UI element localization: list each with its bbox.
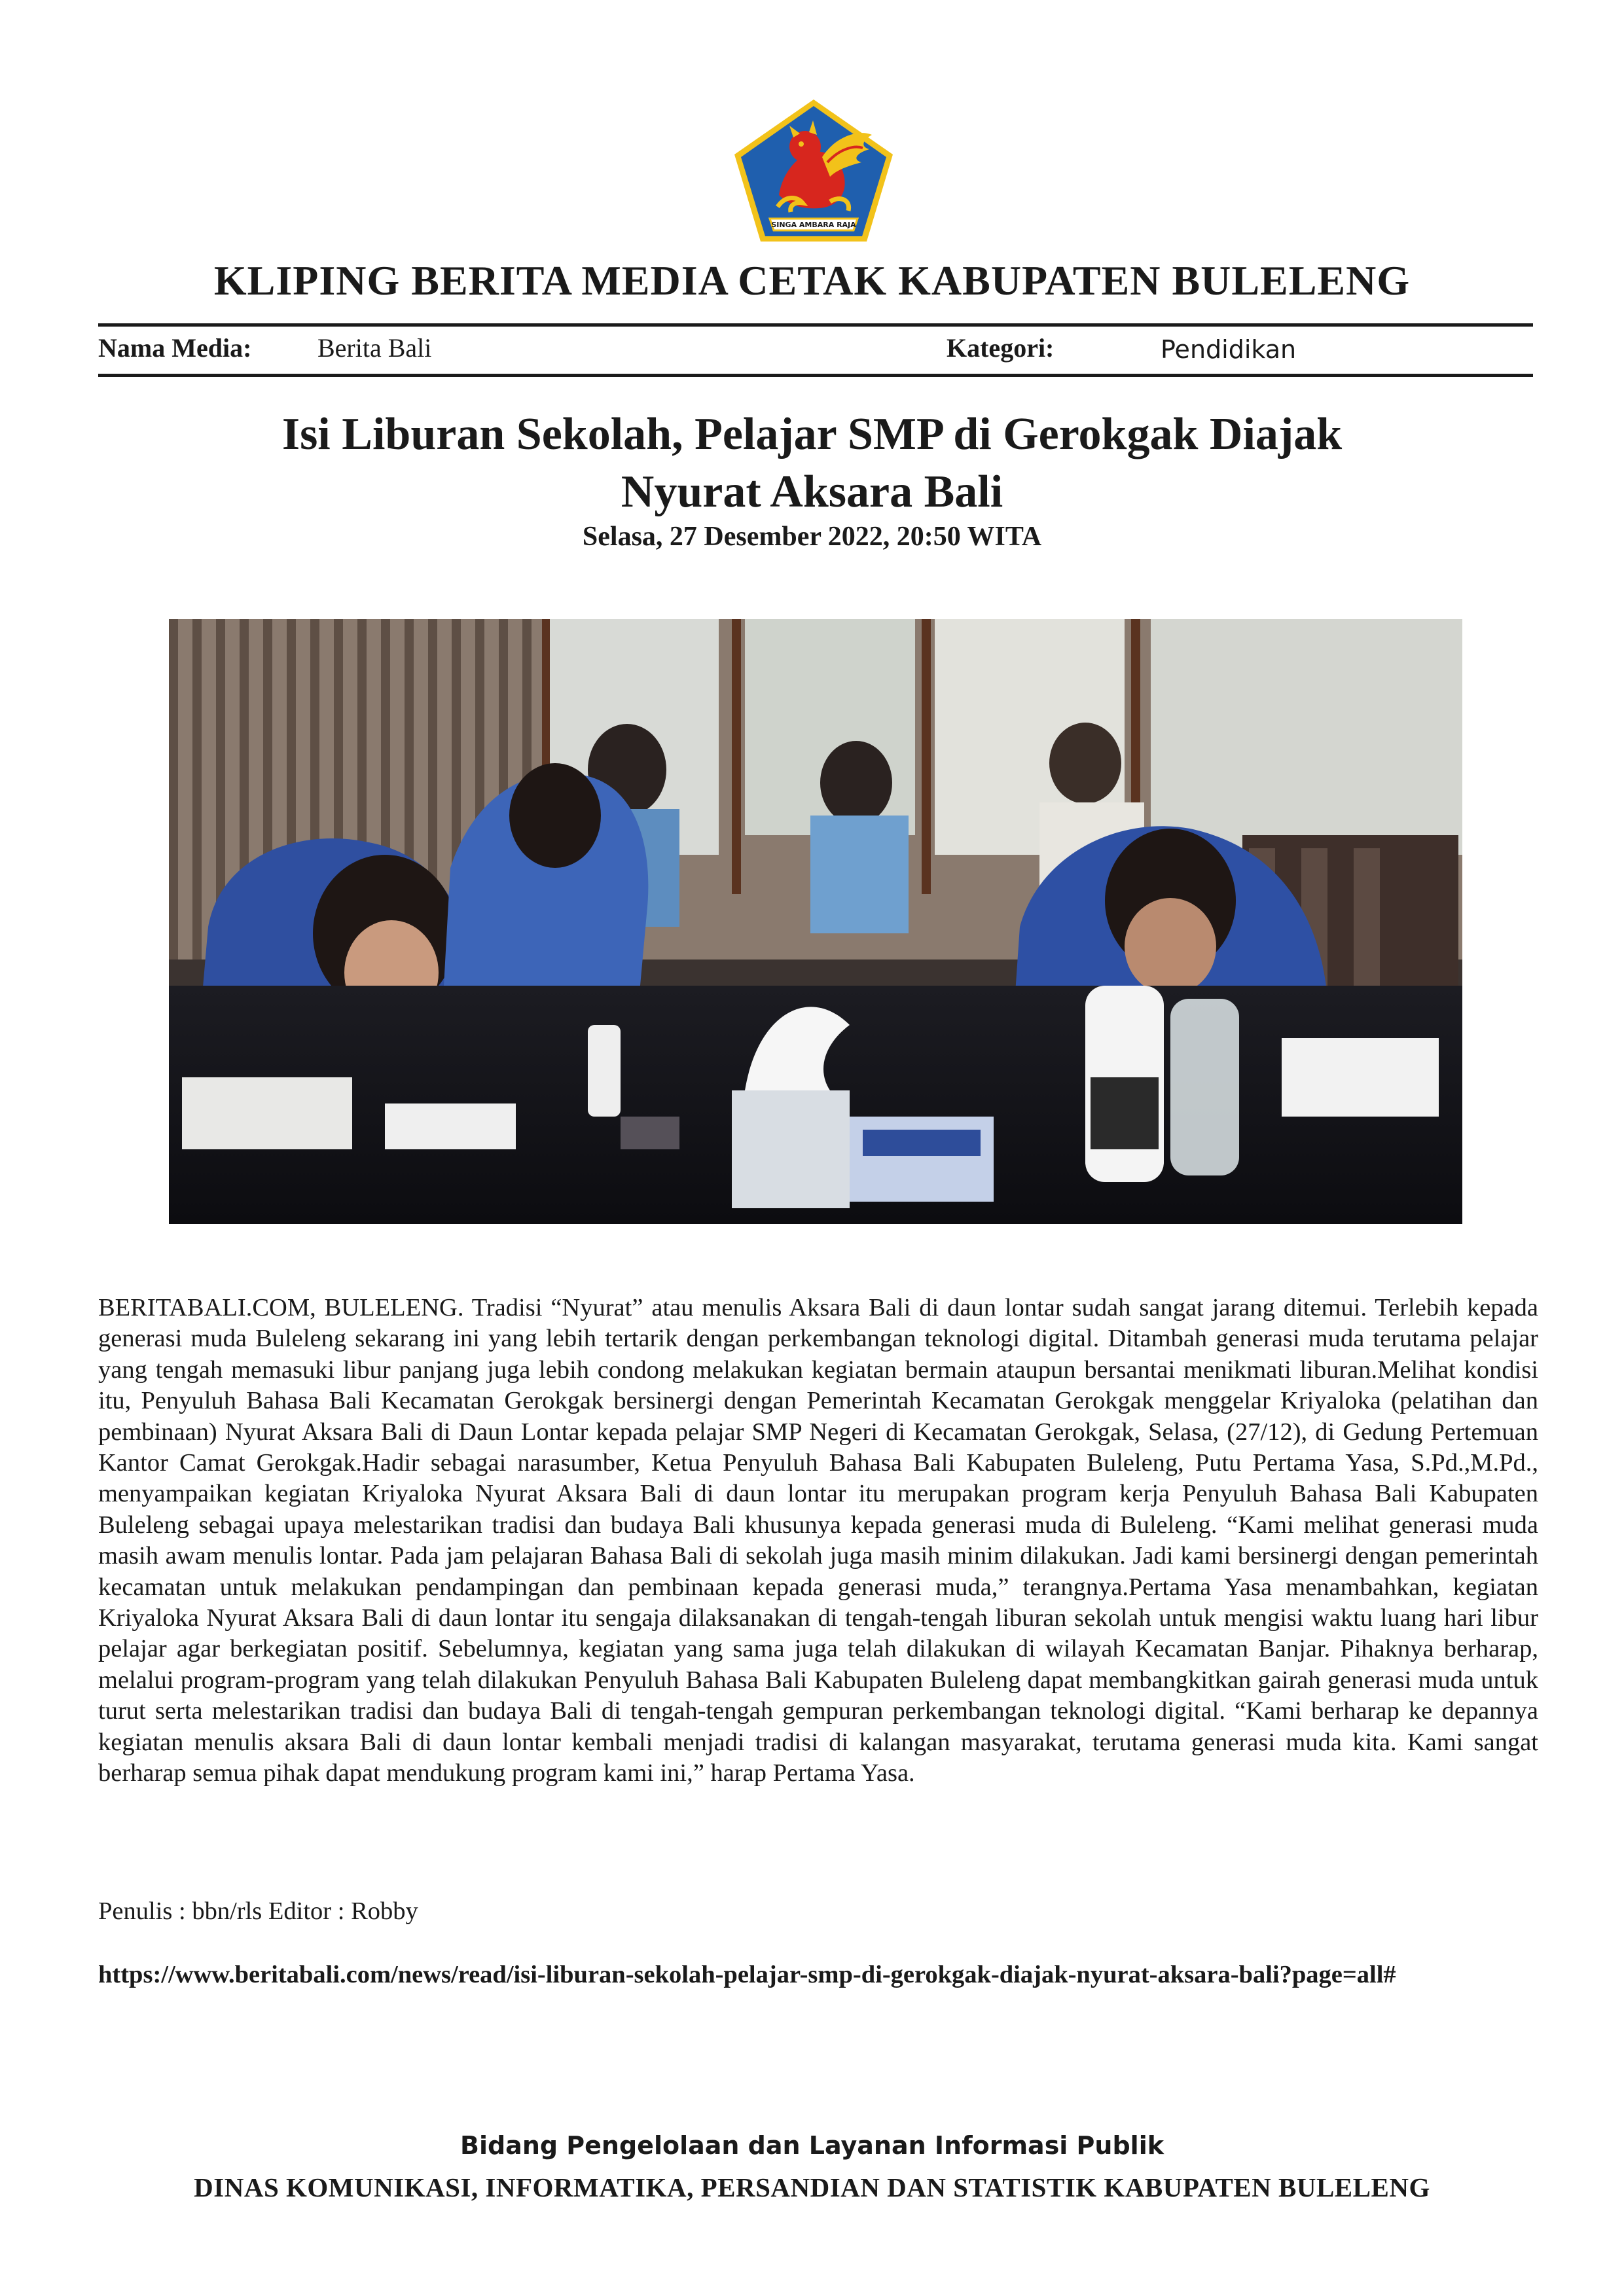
page-title: KLIPING BERITA MEDIA CETAK KABUPATEN BULELENG xyxy=(213,257,1411,304)
article-byline: Penulis : bbn/rls Editor : Robby xyxy=(98,1897,418,1925)
divider-bottom xyxy=(98,374,1533,377)
article-dateline: Selasa, 27 Desember 2022, 20:50 WITA xyxy=(582,522,1042,552)
category-value: Pendidikan xyxy=(1161,335,1297,364)
article-headline xyxy=(131,406,1493,521)
emblem-caption: SINGA AMBARA RAJA xyxy=(771,221,856,229)
media-label: Nama Media: xyxy=(98,333,252,363)
headline-line-2: Nyurat Aksara Bali xyxy=(621,467,1003,517)
category-label: Kategori: xyxy=(947,333,1055,363)
article-body: BERITABALI.COM, BULELENG. Tradisi “Nyurat” atau menulis Aksara Bali di daun lontar sudah sangat jarang ditemui. Terlebih kepada generasi muda Buleleng sekarang ini yang lebih tertarik dengan perkembangan teknologi digital. Ditambah generasi muda terutama pelajar yang tengah memasuki libur panjang juga lebih condong melakukan kegiatan bermain ataupun bersantai menikmati liburan.Melihat kondisi itu, Penyuluh Bahasa Bali Kecamatan Gerokgak bersinergi dengan Pemerintah Kecamatan Gerokgak menggelar Kriyaloka (pelatihan dan pembinaan) Nyurat Aksara Bali di Daun Lontar kepada pelajar SMP Negeri di Kecamatan Gerokgak, Selasa, (27/12), di Gedung Pertemuan Kantor Camat Gerokgak.Hadir sebagai narasumber, Ketua Penyuluh Bahasa Bali Kabupaten Buleleng, Putu Pertama Yasa, S.Pd.,M.Pd., menyampaikan kegiatan Kriyaloka Nyurat Aksara Bali di daun lontar itu merupakan program kerja Penyuluh Bahasa Bali Kabupaten Buleleng sebagai upaya melestarikan tradisi dan budaya Bali khusunya kepada generasi muda di Buleleng. “Kami melihat generasi muda masih awam menulis lontar. Pada jam pelajaran Bahasa Bali di sekolah juga masih minim dilakukan. Jadi kami bersinergi dengan pemerintah kecamatan untuk melakukan pendampingan dan pembinaan kepada generasi muda,” terangnya.Pertama Yasa menambahkan, kegiatan Kriyaloka Nyurat Aksara Bali di daun lontar itu sengaja dilaksanakan di tengah-tengah liburan sekolah untuk mengisi waktu luang hari libur pelajar agar berkegiatan positif. Sebelumnya, kegiatan yang sama juga telah dilakukan di wilayah Kecamatan Banjar. Pihaknya berharap, melalui program-program yang telah dilakukan Penyuluh Bahasa Bali Kabupaten Buleleng dapat membangkitkan gairah generasi muda untuk turut serta melestarikan tradisi dan budaya Bali di tengah-tengah gempuran perkembangan teknologi digital. “Kami berharap ke depannya kegiatan menulis aksara Bali di daun lontar kembali menjadi tradisi di kalangan masyarakat, terutama generasi muda kita. Kami sangat berharap semua pihak dapat mendukung program kami ini,” harap Pertama Yasa. xyxy=(98,1294,1538,1787)
media-value: Berita Bali xyxy=(317,333,432,363)
article-source-url[interactable]: https://www.beritabali.com/news/read/isi-liburan-sekolah-pelajar-smp-di-gerokgak-diajak-nyurat-aksara-bali?page=all# xyxy=(98,1961,1396,1988)
footer-division: Bidang Pengelolaan dan Layanan Informasi Publik xyxy=(460,2131,1164,2160)
footer-agency: DINAS KOMUNIKASI, INFORMATIKA, PERSANDIAN DAN STATISTIK KABUPATEN BULELENG xyxy=(194,2172,1430,2202)
article-photo xyxy=(169,619,1462,1224)
divider-top xyxy=(98,323,1533,327)
headline-line-1: Isi Liburan Sekolah, Pelajar SMP di Gerokgak Diajak xyxy=(281,409,1343,459)
buleleng-emblem xyxy=(732,97,895,244)
